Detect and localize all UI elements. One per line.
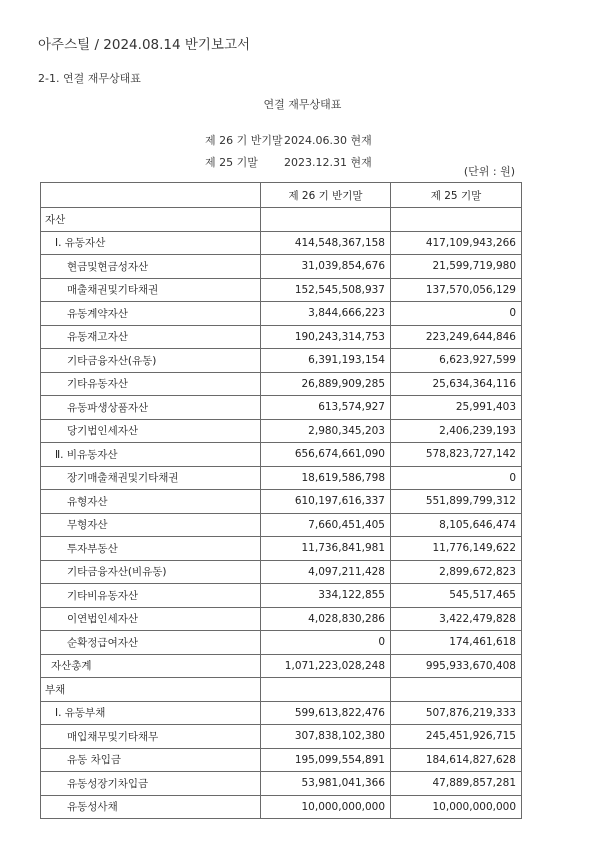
account-label: 기타비유동자산 (41, 584, 261, 608)
prior-period-value: 417,109,943,266 (391, 231, 522, 255)
table-row (41, 772, 522, 796)
account-label: 유동성장기차입금 (41, 772, 261, 796)
current-period-value (261, 678, 391, 702)
account-label: 기타금융자산(유동) (41, 349, 261, 373)
current-period-value: 414,548,367,158 (261, 231, 391, 255)
prior-period-value: 25,991,403 (391, 396, 522, 420)
account-label: 기타유동자산 (41, 372, 261, 396)
current-period-value: 10,000,000,000 (261, 795, 391, 819)
account-label: 당기법인세자산 (41, 419, 261, 443)
table-row (41, 748, 522, 772)
table-row (41, 396, 522, 420)
current-period-value: 195,099,554,891 (261, 748, 391, 772)
period-prior-label: 제 25 기말 (205, 156, 258, 169)
account-label: Ⅰ. 유동부채 (41, 701, 261, 725)
table-row (41, 795, 522, 819)
table-row (41, 513, 522, 537)
table-row (41, 231, 522, 255)
table-row (41, 325, 522, 349)
prior-period-value: 6,623,927,599 (391, 349, 522, 373)
prior-period-value: 223,249,644,846 (391, 325, 522, 349)
table-row (41, 725, 522, 749)
prior-period-value: 551,899,799,312 (391, 490, 522, 514)
current-period-value: 53,981,041,366 (261, 772, 391, 796)
prior-period-value: 2,406,239,193 (391, 419, 522, 443)
prior-period-value (391, 678, 522, 702)
current-period-value: 18,619,586,798 (261, 466, 391, 490)
current-period-value: 656,674,661,090 (261, 443, 391, 467)
table-row (41, 584, 522, 608)
prior-period-value: 8,105,646,474 (391, 513, 522, 537)
prior-period-value: 995,933,670,408 (391, 654, 522, 678)
prior-period-value: 47,889,857,281 (391, 772, 522, 796)
prior-period-value: 21,599,719,980 (391, 255, 522, 279)
account-label: 유동계약자산 (41, 302, 261, 326)
table-row (41, 678, 522, 702)
account-label: Ⅱ. 비유동자산 (41, 443, 261, 467)
table-row (41, 349, 522, 373)
account-label: 유동재고자산 (41, 325, 261, 349)
account-label: 매입채무및기타채무 (41, 725, 261, 749)
account-label: 자산 (41, 208, 261, 232)
prior-period-value: 184,614,827,628 (391, 748, 522, 772)
current-period-value: 6,391,193,154 (261, 349, 391, 373)
prior-period-value: 507,876,219,333 (391, 701, 522, 725)
prior-period-value: 137,570,056,129 (391, 278, 522, 302)
table-row (41, 631, 522, 655)
account-label: 유동성사채 (41, 795, 261, 819)
table-row (41, 466, 522, 490)
table-row (41, 490, 522, 514)
current-period-value: 2,980,345,203 (261, 419, 391, 443)
header-cell-prior: 제 25 기말 (391, 183, 522, 208)
prior-period-value: 25,634,364,116 (391, 372, 522, 396)
table-row (41, 208, 522, 232)
table-row (41, 302, 522, 326)
account-label: Ⅰ. 유동자산 (41, 231, 261, 255)
balance-sheet-table (40, 182, 522, 819)
period-prior-date: 2023.12.31 현재 (284, 156, 372, 169)
prior-period-value: 10,000,000,000 (391, 795, 522, 819)
current-period-value: 7,660,451,405 (261, 513, 391, 537)
period-prior (198, 141, 372, 170)
account-label: 매출채권및기타채권 (41, 278, 261, 302)
prior-period-value (391, 208, 522, 232)
current-period-value: 0 (261, 631, 391, 655)
prior-period-value: 0 (391, 302, 522, 326)
header-cell-current: 제 26 기 반기말 (261, 183, 391, 208)
statement-title: 연결 재무상태표 (263, 98, 342, 111)
account-label: 순확정급여자산 (41, 631, 261, 655)
current-period-value (261, 208, 391, 232)
table-row (41, 255, 522, 279)
table-row (41, 537, 522, 561)
current-period-value: 4,097,211,428 (261, 560, 391, 584)
current-period-value: 613,574,927 (261, 396, 391, 420)
current-period-value: 307,838,102,380 (261, 725, 391, 749)
account-label: 투자부동산 (41, 537, 261, 561)
unit-label: (단위 : 원) (463, 165, 515, 178)
prior-period-value: 174,461,618 (391, 631, 522, 655)
table-row (41, 372, 522, 396)
prior-period-value: 3,422,479,828 (391, 607, 522, 631)
account-label: 부채 (41, 678, 261, 702)
current-period-value: 334,122,855 (261, 584, 391, 608)
current-period-value: 599,613,822,476 (261, 701, 391, 725)
current-period-value: 31,039,854,676 (261, 255, 391, 279)
table-row (41, 560, 522, 584)
document-title: 아주스틸 / 2024.08.14 반기보고서 (38, 37, 251, 53)
prior-period-value: 11,776,149,622 (391, 537, 522, 561)
table-row (41, 443, 522, 467)
table-header-row (41, 183, 522, 208)
current-period-value: 1,071,223,028,248 (261, 654, 391, 678)
account-label: 장기매출채권및기타채권 (41, 466, 261, 490)
period-current-label: 제 26 기 반기말 (205, 134, 283, 147)
table-row (41, 607, 522, 631)
current-period-value: 152,545,508,937 (261, 278, 391, 302)
account-label: 기타금융자산(비유동) (41, 560, 261, 584)
account-label: 유형자산 (41, 490, 261, 514)
prior-period-value: 578,823,727,142 (391, 443, 522, 467)
prior-period-value: 0 (391, 466, 522, 490)
current-period-value: 3,844,666,223 (261, 302, 391, 326)
header-cell-account (41, 183, 261, 208)
account-label: 무형자산 (41, 513, 261, 537)
table-row (41, 654, 522, 678)
account-label: 현금및현금성자산 (41, 255, 261, 279)
current-period-value: 26,889,909,285 (261, 372, 391, 396)
account-label: 유동 차입금 (41, 748, 261, 772)
account-label: 이연법인세자산 (41, 607, 261, 631)
current-period-value: 11,736,841,981 (261, 537, 391, 561)
table-row (41, 701, 522, 725)
table-row (41, 278, 522, 302)
prior-period-value: 545,517,465 (391, 584, 522, 608)
account-label: 자산총계 (41, 654, 261, 678)
current-period-value: 610,197,616,337 (261, 490, 391, 514)
current-period-value: 190,243,314,753 (261, 325, 391, 349)
account-label: 유동파생상품자산 (41, 396, 261, 420)
current-period-value: 4,028,830,286 (261, 607, 391, 631)
section-heading: 2-1. 연결 재무상태표 (38, 72, 141, 85)
period-current-date: 2024.06.30 현재 (284, 134, 372, 147)
table-row (41, 419, 522, 443)
prior-period-value: 245,451,926,715 (391, 725, 522, 749)
prior-period-value: 2,899,672,823 (391, 560, 522, 584)
